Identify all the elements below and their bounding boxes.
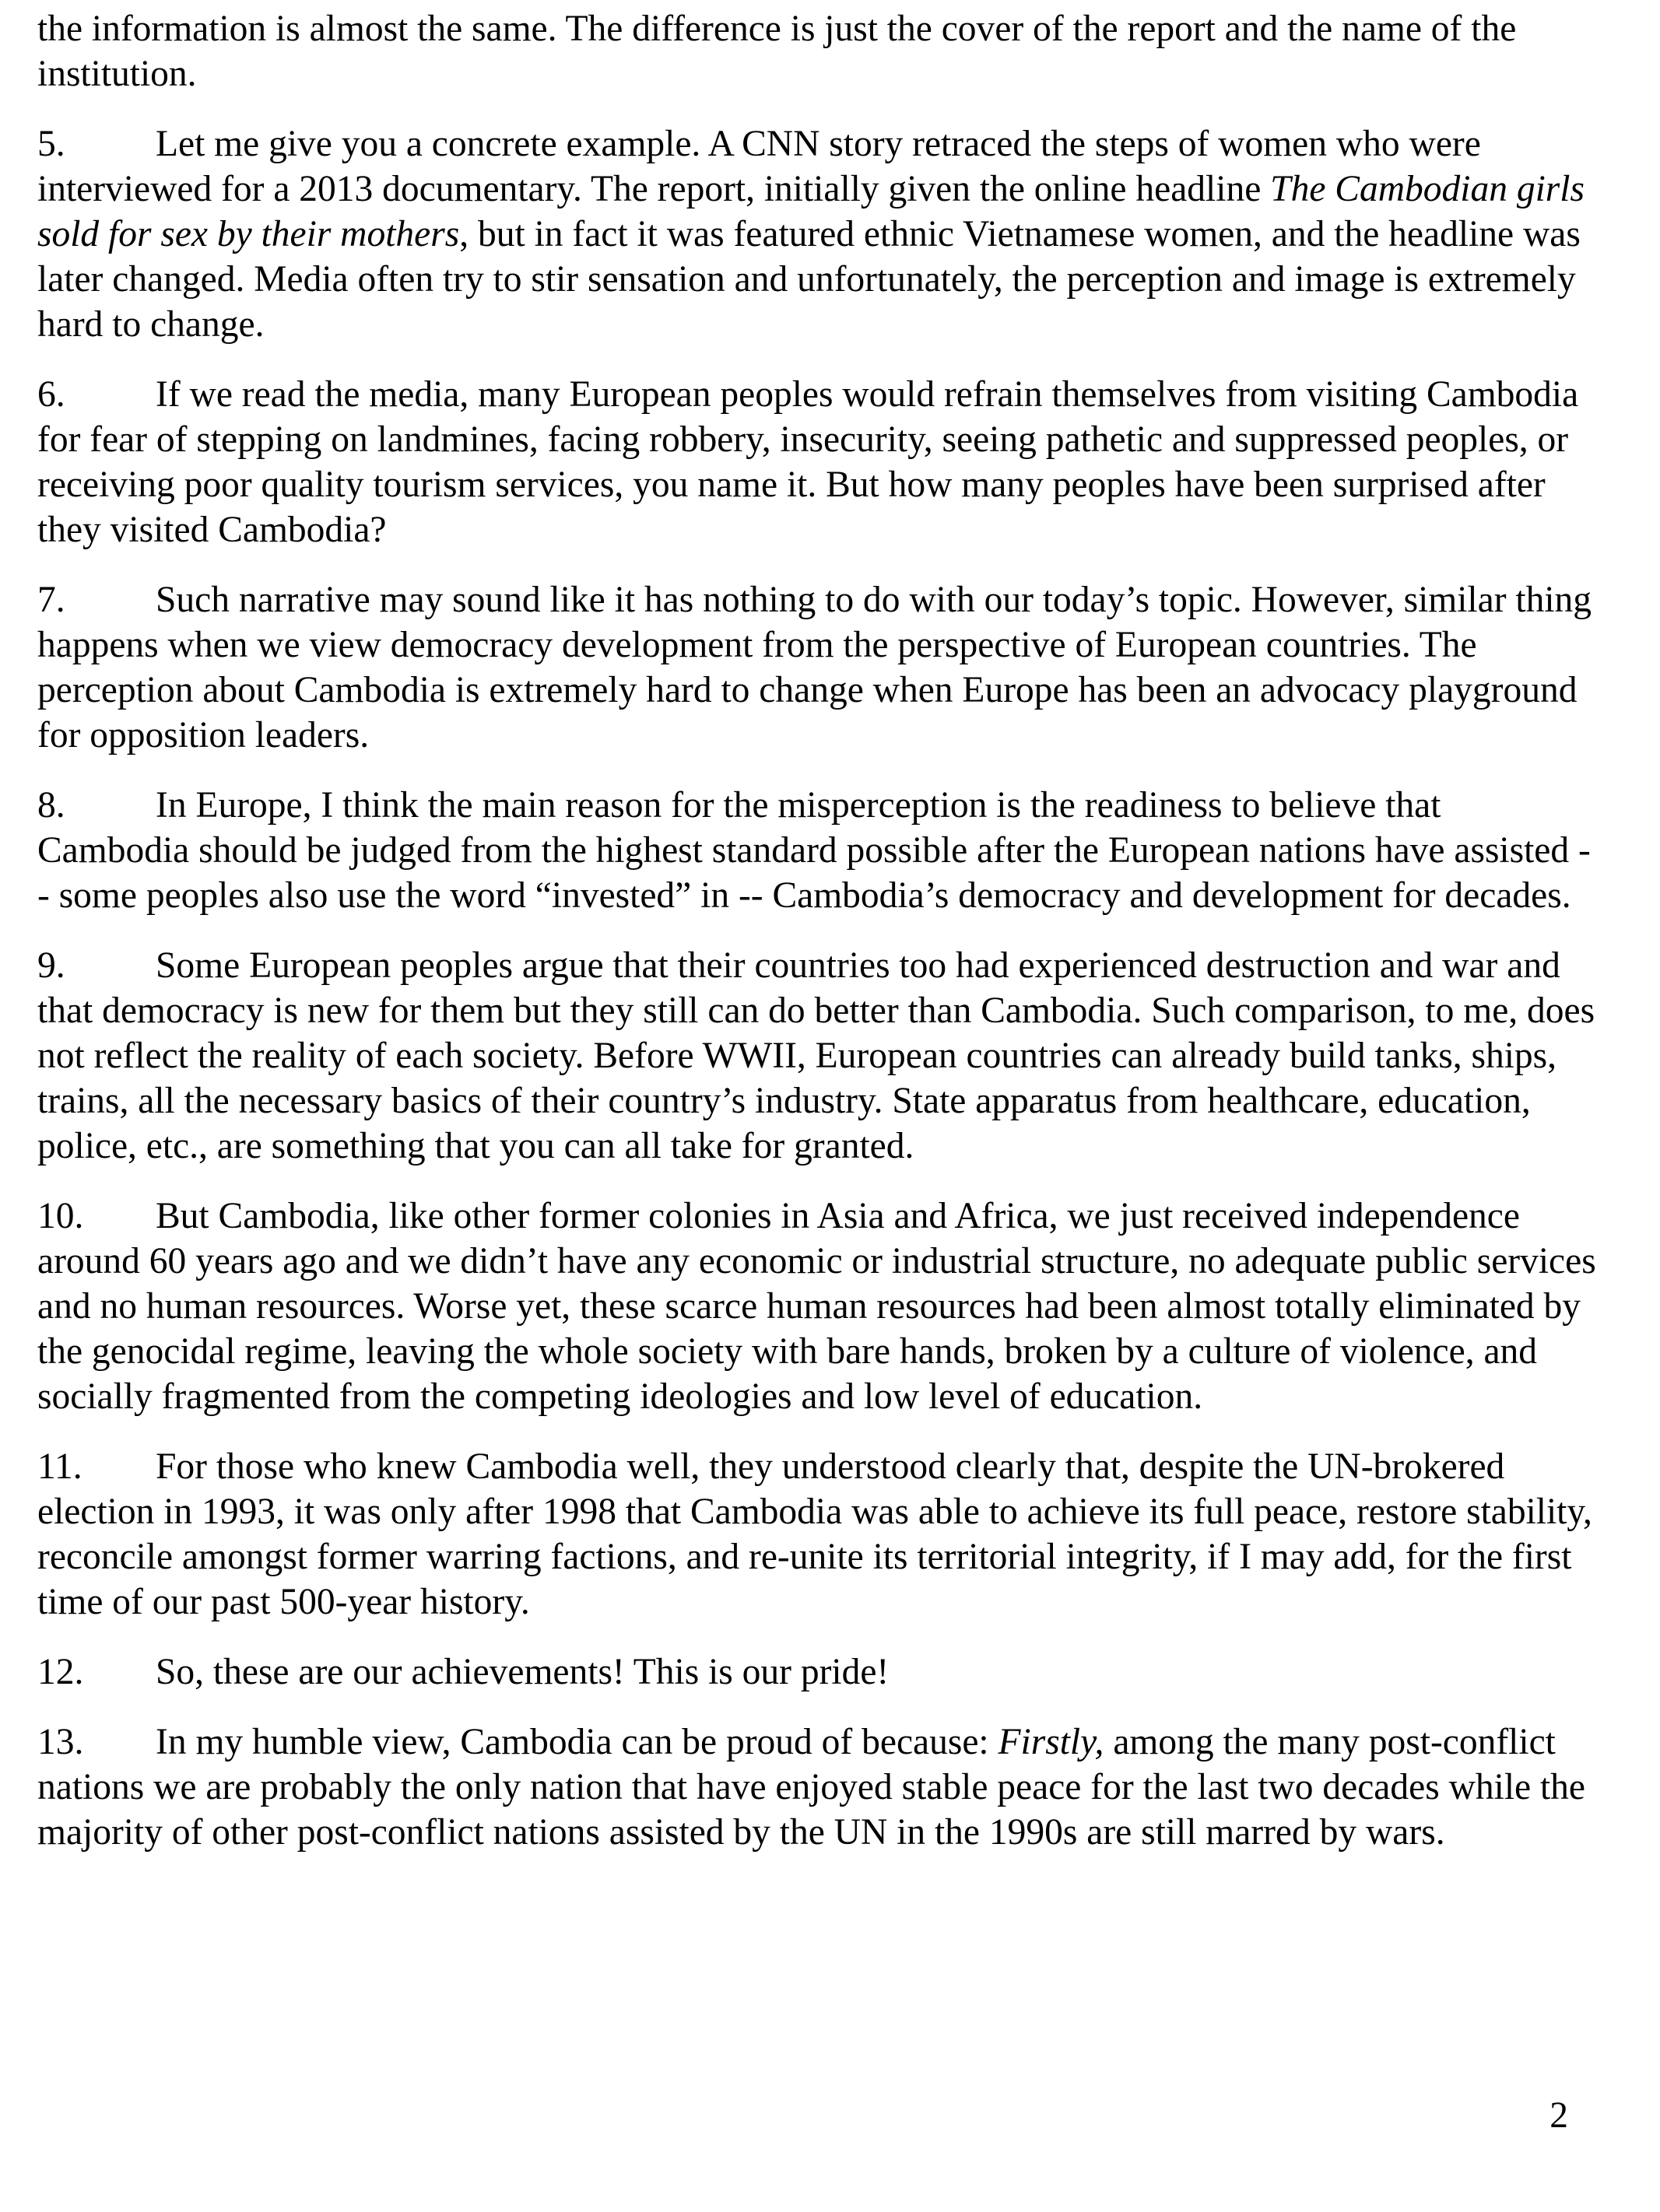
paragraph-7 bbox=[37, 577, 1600, 758]
paragraph-13 bbox=[37, 1719, 1600, 1855]
paragraph-11 bbox=[37, 1444, 1600, 1625]
paragraph-10 bbox=[37, 1194, 1600, 1419]
paragraph-number: 5. bbox=[37, 124, 65, 164]
paragraph-12 bbox=[37, 1649, 1600, 1695]
emphasis-italic: Firstly, bbox=[998, 1722, 1104, 1762]
page-number: 2 bbox=[1549, 2095, 1568, 2136]
paragraph-5 bbox=[37, 121, 1600, 347]
paragraph-number: 10. bbox=[37, 1196, 84, 1236]
paragraph-number: 7. bbox=[37, 580, 65, 620]
paragraph-text: So, these are our achievements! This is our pride! bbox=[156, 1652, 890, 1692]
paragraph-number: 11. bbox=[37, 1446, 82, 1487]
paragraph-number: 13. bbox=[37, 1722, 84, 1762]
paragraph-number: 12. bbox=[37, 1652, 84, 1692]
paragraph-number: 6. bbox=[37, 374, 65, 415]
paragraph-text: For those who knew Cambodia well, they understood clearly that, despite the UN-brokered election in 1993, it was only after 1998 that Cambodia was able to achieve its full peace, restore stability, reconcile amongst former warring factions, and re-unite its territorial integrity, if I may add, for the first time of our past 500-year history. bbox=[37, 1446, 1592, 1622]
paragraph-text: Let me give you a concrete example. A CNN story retraced the steps of women who were interviewed for a 2013 documentary. The report, initially given the online headline bbox=[37, 124, 1481, 209]
intro-paragraph: the information is almost the same. The difference is just the cover of the report and the name of the institution. bbox=[37, 9, 1517, 94]
paragraph-number: 8. bbox=[37, 785, 65, 826]
document-body bbox=[37, 6, 1600, 1880]
paragraph-6 bbox=[37, 372, 1600, 552]
paragraph-text: Some European peoples argue that their countries too had experienced destruction and war and that democracy is new for them but they still can do better than Cambodia. Such comparison, to me, does not reflect the reality of each society. Before WWII, European countries can already build tanks, ships, trains, all the necessary basics of their country’s industry. State apparatus from healthcare, education, police, etc., are something that you can all take for granted. bbox=[37, 945, 1595, 1166]
headline-italic: The Cambodian girls sold for sex by their mothers bbox=[37, 169, 1585, 254]
paragraph-9 bbox=[37, 943, 1600, 1169]
paragraph-text: Such narrative may sound like it has nothing to do with our today’s topic. However, similar thing happens when we view democracy development from the perspective of European countries. The perception about Cambodia is extremely hard to change when Europe has been an advocacy playground for opposition leaders. bbox=[37, 580, 1592, 755]
paragraph-text: , but in fact it was featured ethnic Vietnamese women, and the headline was later changed. Media often try to stir sensation and unfortunately, the perception and image is extremely hard to change. bbox=[37, 214, 1581, 345]
paragraph-text: among the many post-conflict nations we are probably the only nation that have enjoyed stable peace for the last two decades while the majority of other post-conflict nations assisted by the UN in the 1990s are still marred by wars. bbox=[37, 1722, 1586, 1853]
paragraph-text: But Cambodia, like other former colonies in Asia and Africa, we just received independence around 60 years ago and we didn’t have any economic or industrial structure, no adequate public services and no human resources. Worse yet, these scarce human resources had been almost totally eliminated by the genocidal regime, leaving the whole society with bare hands, broken by a culture of violence, and socially fragmented from the competing ideologies and low level of education. bbox=[37, 1196, 1596, 1417]
paragraph-number: 9. bbox=[37, 945, 65, 986]
paragraph-text: In Europe, I think the main reason for the misperception is the readiness to believe that Cambodia should be judged from the highest standard possible after the European nations have assisted -- some peoples also use the word “invested” in -- Cambodia’s democracy and development for decades. bbox=[37, 785, 1591, 916]
paragraph-8 bbox=[37, 783, 1600, 918]
paragraph-text: If we read the media, many European peoples would refrain themselves from visiting Cambodia for fear of stepping on landmines, facing robbery, insecurity, seeing pathetic and suppressed peoples, or receiving poor quality tourism services, you name it. But how many peoples have been surprised after they visited Cambodia? bbox=[37, 374, 1579, 550]
paragraph-text: In my humble view, Cambodia can be proud of because: bbox=[156, 1722, 998, 1762]
